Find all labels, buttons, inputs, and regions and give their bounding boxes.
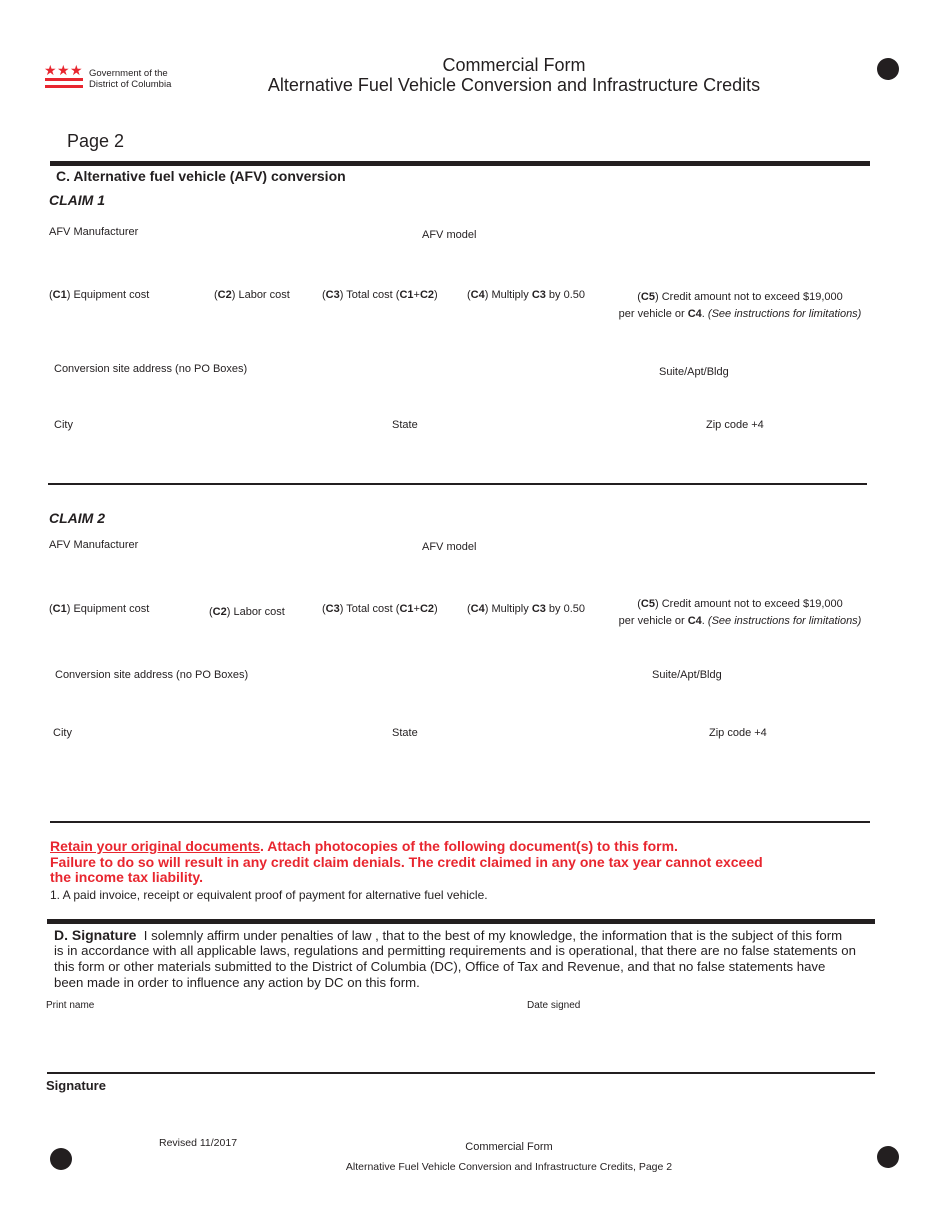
- claim-2-zip-field[interactable]: Zip code +4: [709, 727, 767, 739]
- star-icon: ★: [44, 62, 57, 78]
- retain-documents-emphasis: Retain your original documents: [50, 838, 261, 854]
- line-code: C4: [470, 289, 485, 301]
- line-code: C2: [217, 289, 232, 301]
- footer-page-reference: Alternative Fuel Vehicle Conversion and Infrastructure Credits, Page 2: [345, 1161, 673, 1173]
- field-label: ): [434, 289, 438, 301]
- field-label: Multiply: [488, 289, 532, 301]
- claim-2-model-field[interactable]: AFV model: [422, 541, 477, 553]
- plus-sign: +: [413, 289, 420, 301]
- line-code: C2: [212, 606, 227, 618]
- field-label: Total cost (: [343, 603, 400, 615]
- line-code: C5: [640, 291, 655, 303]
- field-label: per vehicle or: [618, 615, 688, 627]
- documents-warning-line-1: [50, 838, 678, 854]
- required-document-1: 1. A paid invoice, receipt or equivalent proof of payment for alternative fuel vehicle.: [50, 888, 488, 902]
- registration-mark-bottom-left: [50, 1148, 72, 1170]
- logo-line-1: Government of the: [89, 68, 168, 79]
- line-code: C3: [531, 289, 546, 301]
- section-d-line-2: is in accordance with all applicable laws, regulations and permitting requirements and is operational, that there are no false statements on: [54, 943, 856, 958]
- line-code: C4: [470, 603, 485, 615]
- signature-field[interactable]: Signature: [46, 1078, 106, 1093]
- section-d-divider-thick: [47, 919, 875, 924]
- field-label: .: [701, 308, 708, 320]
- claim-2-c4-field[interactable]: (C4) Multiply C3 by 0.50: [467, 603, 586, 615]
- registration-mark-bottom-right: [877, 1146, 899, 1168]
- claim-2-c2-field[interactable]: (C2) Labor cost: [209, 606, 285, 618]
- field-label: Total cost (: [343, 289, 400, 301]
- field-label: .: [701, 615, 708, 627]
- claim-1-c2-field[interactable]: (C2) Labor cost: [214, 289, 290, 301]
- field-label: by 0.50: [545, 603, 586, 615]
- field-label: by 0.50: [545, 289, 586, 301]
- claim-2-c1-field[interactable]: (C1) Equipment cost: [49, 603, 150, 615]
- claim-2-address-field[interactable]: Conversion site address (no PO Boxes): [55, 669, 249, 681]
- claim-2-title: CLAIM 2: [49, 510, 105, 526]
- claim-2-state-field[interactable]: State: [392, 727, 418, 739]
- footer-form-name: Commercial Form: [465, 1141, 553, 1153]
- claim-1-c4-field[interactable]: (C4) Multiply C3 by 0.50: [467, 289, 586, 301]
- documents-warning-line-2: Failure to do so will result in any credit claim denials. The credit claimed in any one tax year cannot exceed: [50, 854, 763, 870]
- claim-1-title: CLAIM 1: [49, 192, 105, 208]
- field-label: Credit amount not to exceed $19,000: [658, 598, 843, 610]
- field-label: per vehicle or: [618, 308, 688, 320]
- field-label: Equipment cost: [70, 603, 150, 615]
- line-code: C1: [399, 603, 414, 615]
- section-divider-thick: [50, 161, 870, 166]
- claim-1-model-field[interactable]: AFV model: [422, 229, 477, 241]
- section-d-heading: D. Signature: [54, 927, 137, 943]
- plus-sign: +: [413, 603, 420, 615]
- line-code: C2: [419, 603, 435, 615]
- date-signed-field[interactable]: Date signed: [527, 1000, 581, 1011]
- claim-1-state-field[interactable]: State: [392, 419, 418, 431]
- print-name-field[interactable]: Print name: [46, 1000, 95, 1011]
- line-code: C4: [687, 308, 702, 320]
- star-icon: ★: [57, 62, 70, 78]
- field-label: Labor cost: [235, 289, 290, 301]
- line-code: C2: [419, 289, 435, 301]
- claim-1-city-field[interactable]: City: [54, 419, 73, 431]
- field-label: Labor cost: [230, 606, 285, 618]
- line-code: C4: [687, 615, 702, 627]
- claim-2-suite-field[interactable]: Suite/Apt/Bldg: [652, 669, 722, 681]
- field-label: Credit amount not to exceed $19,000: [658, 291, 843, 303]
- claim-divider: [48, 483, 867, 485]
- documents-warning-line-3: the income tax liability.: [50, 869, 204, 885]
- revised-date: Revised 11/2017: [159, 1137, 238, 1149]
- form-title: Commercial Form: [442, 55, 586, 75]
- claim-2-c3-field[interactable]: (C3) Total cost (C1+C2): [322, 603, 438, 615]
- section-d-line-1: [54, 927, 842, 943]
- claim-1-suite-field[interactable]: Suite/Apt/Bldg: [659, 366, 729, 378]
- affirmation-text: I solemnly affirm under penalties of law , that to the best of my knowledge, the information that is the subject of this form: [143, 928, 843, 943]
- line-code: C3: [531, 603, 546, 615]
- section-d-line-3: this form or other materials submitted to the District of Columbia (DC), Office of Tax and Revenue, and that no false statements have: [54, 959, 826, 974]
- limitations-note: (See instructions for limitations): [707, 308, 862, 320]
- line-code: C1: [52, 603, 67, 615]
- claim-1-c3-field[interactable]: (C3) Total cost (C1+C2): [322, 289, 438, 301]
- page-label: Page 2: [67, 131, 125, 151]
- dc-logo: [44, 63, 184, 93]
- flag-bar-icon: [45, 78, 83, 81]
- line-code: C1: [399, 289, 414, 301]
- registration-mark-top-right: [877, 58, 899, 80]
- star-icon: ★: [70, 62, 83, 78]
- claim-1-c1-field[interactable]: (C1) Equipment cost: [49, 289, 150, 301]
- documents-divider: [50, 821, 870, 823]
- line-code: C3: [325, 603, 340, 615]
- claim-2-city-field[interactable]: City: [53, 727, 72, 739]
- line-code: C3: [325, 289, 340, 301]
- claim-1-manufacturer-field[interactable]: AFV Manufacturer: [49, 226, 139, 238]
- field-label: Multiply: [488, 603, 532, 615]
- line-code: C1: [52, 289, 67, 301]
- claim-1-c5-field[interactable]: (C5) Credit amount not to exceed $19,000 per vehicle or C4. (See instructions for limitations): [618, 291, 862, 320]
- claim-2-manufacturer-field[interactable]: AFV Manufacturer: [49, 539, 139, 551]
- claim-2-c5-field[interactable]: (C5) Credit amount not to exceed $19,000 per vehicle or C4. (See instructions for limitations): [618, 598, 862, 627]
- flag-bar-icon: [45, 85, 83, 88]
- field-label: Equipment cost: [70, 289, 150, 301]
- claim-1-zip-field[interactable]: Zip code +4: [706, 419, 764, 431]
- form-subtitle: Alternative Fuel Vehicle Conversion and Infrastructure Credits: [267, 75, 761, 95]
- section-d-line-4: been made in order to influence any action by DC on this form.: [54, 975, 420, 990]
- limitations-note: (See instructions for limitations): [707, 615, 862, 627]
- claim-1-address-field[interactable]: Conversion site address (no PO Boxes): [54, 363, 248, 375]
- line-code: C5: [640, 598, 655, 610]
- section-c-heading: C. Alternative fuel vehicle (AFV) conversion: [56, 168, 346, 184]
- signature-line: [47, 1072, 875, 1074]
- field-label: ): [434, 603, 438, 615]
- warning-text: . Attach photocopies of the following document(s) to this form.: [260, 838, 678, 854]
- logo-line-2: District of Columbia: [89, 79, 172, 90]
